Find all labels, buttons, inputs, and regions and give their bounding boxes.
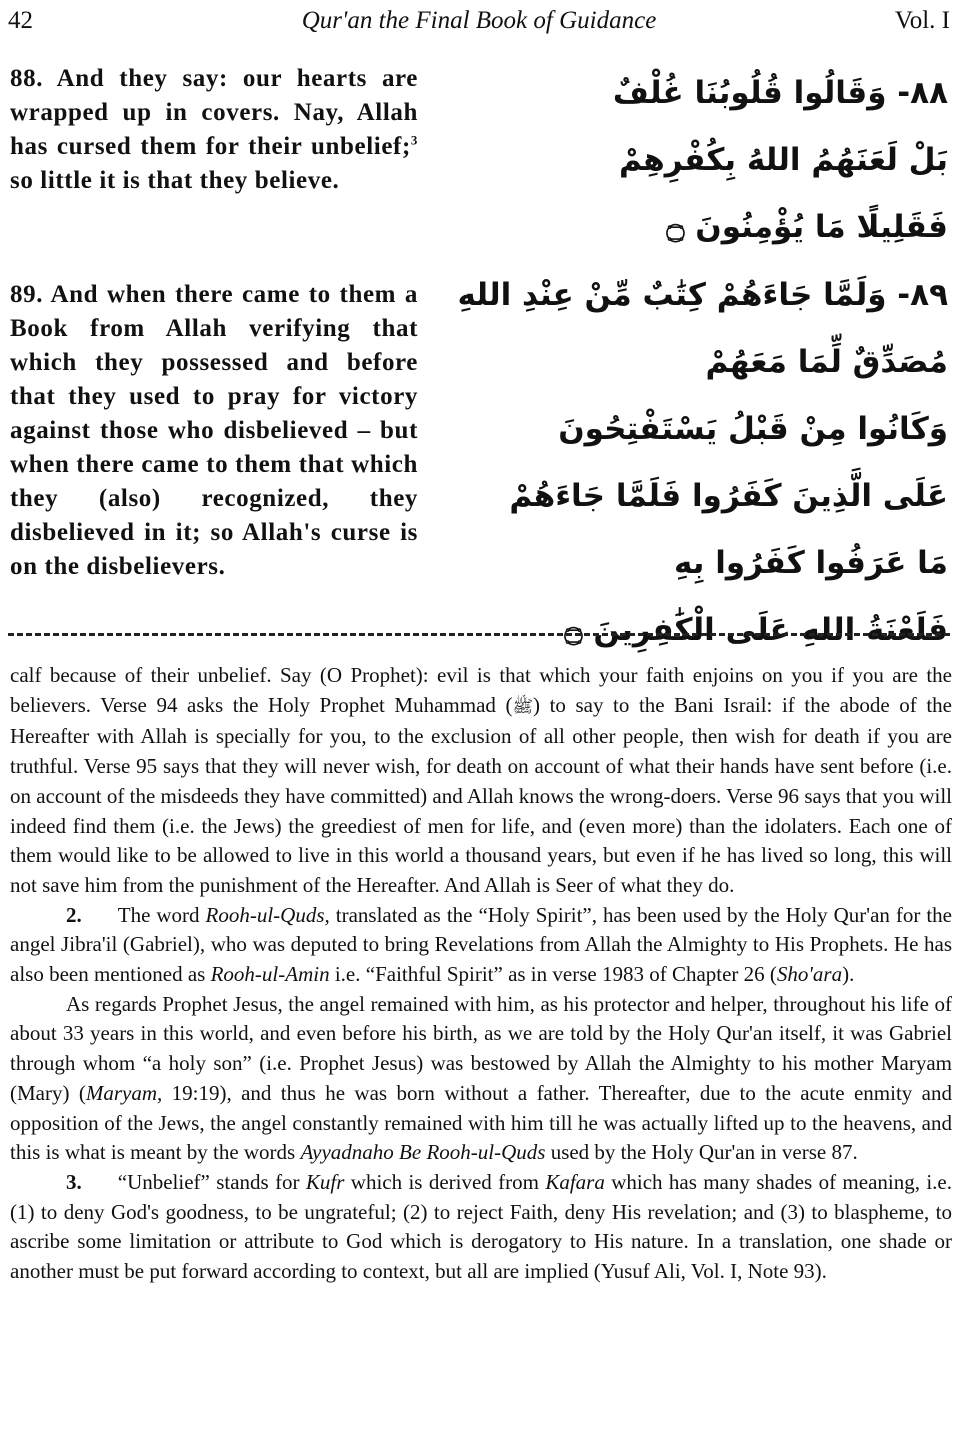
- arabic-line: فَقَلِيلًا مَا يُؤْمِنُونَ ۝: [666, 209, 948, 245]
- verse-88-arabic: [470, 60, 948, 261]
- verse-89-translation: 89. And when there came to them a Book from Allah verifying that which they possessed and before that they used to pray for victory against those who disbelieved – but when there came to them that which they (also) recognized, they disbelieved in it; so Allah's curse is on the disbelievers.: [10, 281, 418, 580]
- page-header: [8, 4, 950, 38]
- arabic-line: فَلَعْنَةُ اللهِ عَلَى الْكَٰفِرِينَ ۝: [564, 612, 948, 648]
- footnote-marker: 3: [410, 132, 418, 148]
- arabic-line: ٨٨- وَقَالُوا قُلُوبُنَا غُلْفٌ: [612, 75, 948, 111]
- footnote-divider: [8, 633, 950, 636]
- note-continuation: calf because of their unbelief. Say (O Prophet): evil is that which your faith enjoins on you if you are the believers. Verse 94 asks the Holy Prophet Muhammad (ﷺ) to say to the Bani Israil: if the abode of the Hereafter with Allah is specially for you, to the exclusion of all other people, then wish for death if you are truthful. Verse 95 says that they will never wish, for death on account of what their hands have sent before (i.e. on account of the misdeeds they have committed) and Allah knows the wrong-doers. Verse 96 says that you will indeed find them (i.e. the Jews) the greediest of men for life, and (even more) than the idolaters. Each one of them would like to be allowed to live in this world a thousand years, but even if he has lived so long, this will not save him from the punishment of the Hereafter. And Allah is Seer of what they do.: [10, 663, 953, 897]
- verse-88-translation: 88. And they say: our hearts are wrapped up in covers. Nay, Allah has cursed them for their unbelief;$^3$ so little it is that they believe.: [10, 65, 418, 194]
- arabic-line: عَلَى الَّذِينَ كَفَرُوا فَلَمَّا جَاءَهُمْ: [509, 478, 948, 514]
- note-2-paragraph-2: As regards Prophet Jesus, the angel remained with him, as his protector and helper, throughout his life of about 33 years in this world, and even before his birth, as we are told by the Holy Qur'an itself, it was Gabriel through whom “a holy son” (i.e. Prophet Jesus) was bestowed by Allah the Almighty to his mother Maryam (Mary) (Maryam, 19:19), and thus he was born without a father. Thereafter, due to the acute enmity and opposition of the Jews, the angel constantly remained with him till he was actually lifted up to the heavens, and this is what is meant by the words Ayyadnaho Be Rooh-ul-Quds used by the Holy Qur'an in verse 87.: [10, 991, 952, 1165]
- arabic-line: ٨٩- وَلَمَّا جَاءَهُمْ كِتَٰبٌ مِّنْ عِنْدِ اللهِ: [457, 277, 948, 313]
- arabic-line: بَلْ لَعَنَهُمُ اللهُ بِكُفْرِهِمْ: [618, 142, 948, 178]
- note-number: 2.: [66, 902, 82, 927]
- volume-label: Vol. I: [894, 7, 950, 34]
- note-number: 3.: [66, 1169, 82, 1194]
- arabic-line: وَكَانُوا مِنْ قَبْلُ يَسْتَفْتِحُونَ: [558, 411, 948, 447]
- page-number: 42: [8, 7, 33, 34]
- note-2: 2. The word Rooh-ul-Quds, translated as the “Holy Spirit”, has been used by the Holy Qur'an for the angel Jibra'il (Gabriel), who was deputed to bring Revelations from Allah the Almighty to His Prophets. He has also been mentioned as Rooh-ul-Amin i.e. “Faithful Spirit” as in verse 1983 of Chapter 26 (Sho'ara).: [10, 902, 952, 987]
- arabic-line: مُصَدِّقٌ لِّمَا مَعَهُمْ: [705, 344, 948, 380]
- verse-89-arabic: [457, 262, 948, 664]
- running-title: Qur'an the Final Book of Guidance: [301, 7, 657, 34]
- pbuh-glyph: ﷺ: [512, 696, 534, 717]
- arabic-line: مَا عَرَفُوا كَفَرُوا بِهِ: [674, 545, 948, 581]
- note-3: 3. “Unbelief” stands for Kufr which is derived from Kafara which has many shades of meaning, i.e. (1) to deny God's goodness, to be ungrateful; (2) to reject Faith, deny His revelation; and (3) to blaspheme, to ascribe some limitation or attribute to God which is derogatory to His nature. In a translation, one shade or another must be put forward according to context, but all are implied (Yusuf Ali, Vol. I, Note 93).: [10, 1169, 952, 1284]
- footnotes: [10, 661, 952, 1287]
